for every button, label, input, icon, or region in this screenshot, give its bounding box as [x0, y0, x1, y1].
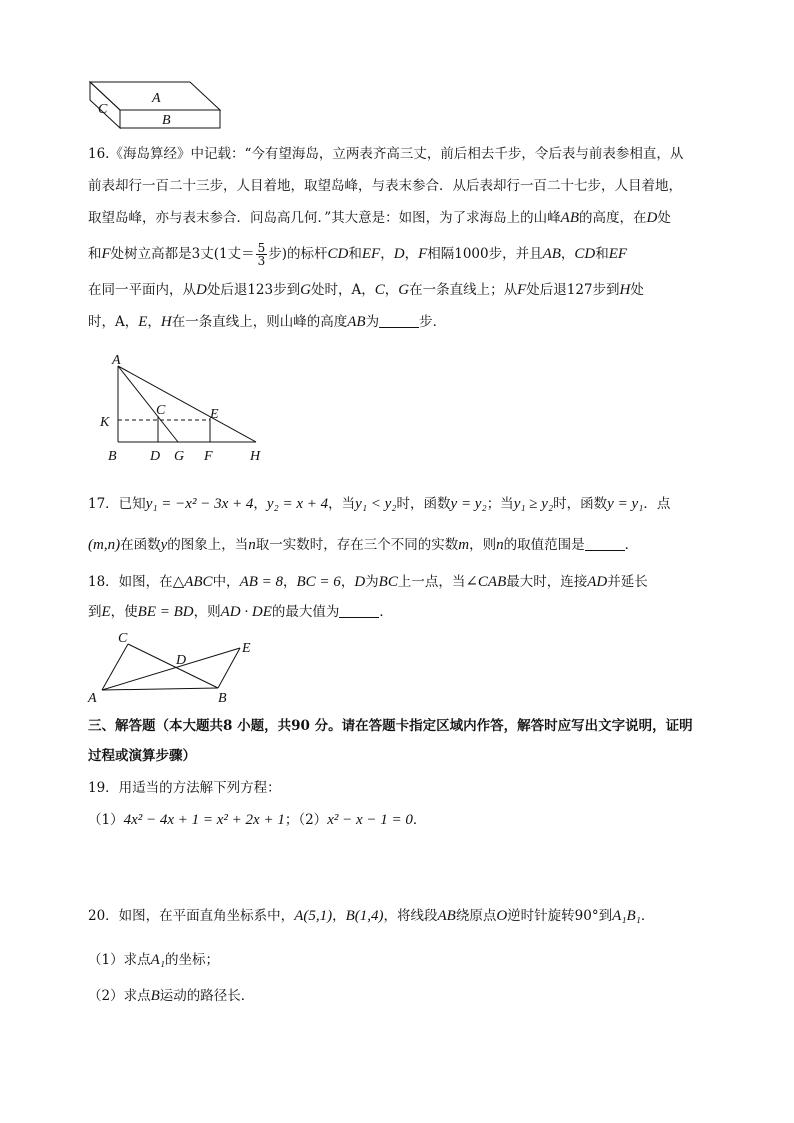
island-label-d: D: [150, 449, 161, 464]
tri-label-b: B: [218, 691, 227, 706]
island-figure: [96, 352, 276, 468]
tri-label-c: C: [118, 631, 128, 646]
q16-line-1: 16.《海岛算经》中记载：“今有望海岛，立两表齐高三丈，前后相去千步，令后表与前表参相直，从: [88, 146, 684, 162]
q20-sub-2: （2）求点B运动的路径长．: [88, 988, 255, 1004]
q16-answer-blank[interactable]: [379, 313, 419, 328]
section-3-line-1: 三、解答题（本大题共8 小题，共90 分。请在答题卡指定区域内作答，解答时应写出文字说明，证明: [88, 718, 693, 734]
q17-line-1: 17．已知y₁ = −x² − 3x + 4，y₂ = x + 4，当y₁ < y₂时，函数y = y₂；当y₁ ≥ y₂时，函数y = y₁．点: [88, 496, 671, 512]
q18-line-1: 18．如图，在△ABC中，AB = 8，BC = 6，D为BC上一点，当∠CAB最大时，连接AD并延长: [88, 574, 648, 590]
fraction-5-3: $\frac{5}{3}$: [257, 241, 266, 268]
q18-answer-blank[interactable]: [339, 603, 379, 618]
q20-sub-1: （1）求点A₁的坐标；: [88, 952, 219, 968]
q16-line-4: 和F处树立高都是3丈(1丈＝ $\frac{5}{3}$ 步)的标杆CD和EF，D，F相隔1000步，并且AB，CD和EF: [88, 241, 628, 268]
island-label-f: F: [204, 449, 213, 464]
q16-line-6: 时，A，E，H在一条直线上，则山峰的高度AB为 步．: [88, 314, 447, 330]
box-label-a: A: [152, 91, 161, 106]
q16-line-5: 在同一平面内，从D处后退123步到G处时，A，C，G在一条直线上；从F处后退127步到H处: [88, 282, 644, 298]
q17-answer-blank[interactable]: [585, 536, 625, 551]
island-label-b: B: [108, 449, 117, 464]
tri-label-d: D: [176, 653, 187, 668]
q16-line-3: 取望岛峰，亦与表末参合．问岛高几何．”其大意是：如图，为了求海岛上的山峰AB的高度，在D处: [88, 210, 671, 226]
section-3-line-2: 过程或演算步骤）: [88, 748, 196, 764]
q19-line-1: 19．用适当的方法解下列方程：: [88, 780, 281, 796]
q17-line-2: (m,n)在函数y的图象上，当n取一实数时，存在三个不同的实数m，则n的取值范围是 ．: [88, 537, 639, 553]
box-figure: [86, 80, 226, 132]
island-label-g: G: [174, 449, 185, 464]
box-label-c: C: [98, 102, 108, 117]
tri-label-e: E: [242, 641, 251, 656]
island-label-a: A: [112, 353, 121, 368]
island-label-e: E: [210, 407, 219, 422]
q18-line-2: 到E，使BE = BD，则AD · DE的最大值为 ．: [88, 604, 393, 620]
tri-label-a: A: [88, 691, 97, 706]
box-label-b: B: [162, 113, 171, 128]
q19-line-2: （1）4x² − 4x + 1 = x² + 2x + 1；（2）x² − x − 1 = 0．: [88, 812, 427, 828]
island-label-k: K: [100, 415, 110, 430]
triangle-figure: [84, 628, 264, 708]
q20-line-1: 20．如图，在平面直角坐标系中，A(5,1)，B(1,4)，将线段AB绕原点O逆时针旋转90°到A₁B₁．: [88, 908, 655, 924]
island-label-h: H: [250, 449, 261, 464]
q16-line-2: 前表却行一百二十三步，人目着地，取望岛峰，与表末参合．从后表却行一百二十七步，人目着地，: [88, 178, 682, 194]
island-label-c: C: [156, 403, 166, 418]
